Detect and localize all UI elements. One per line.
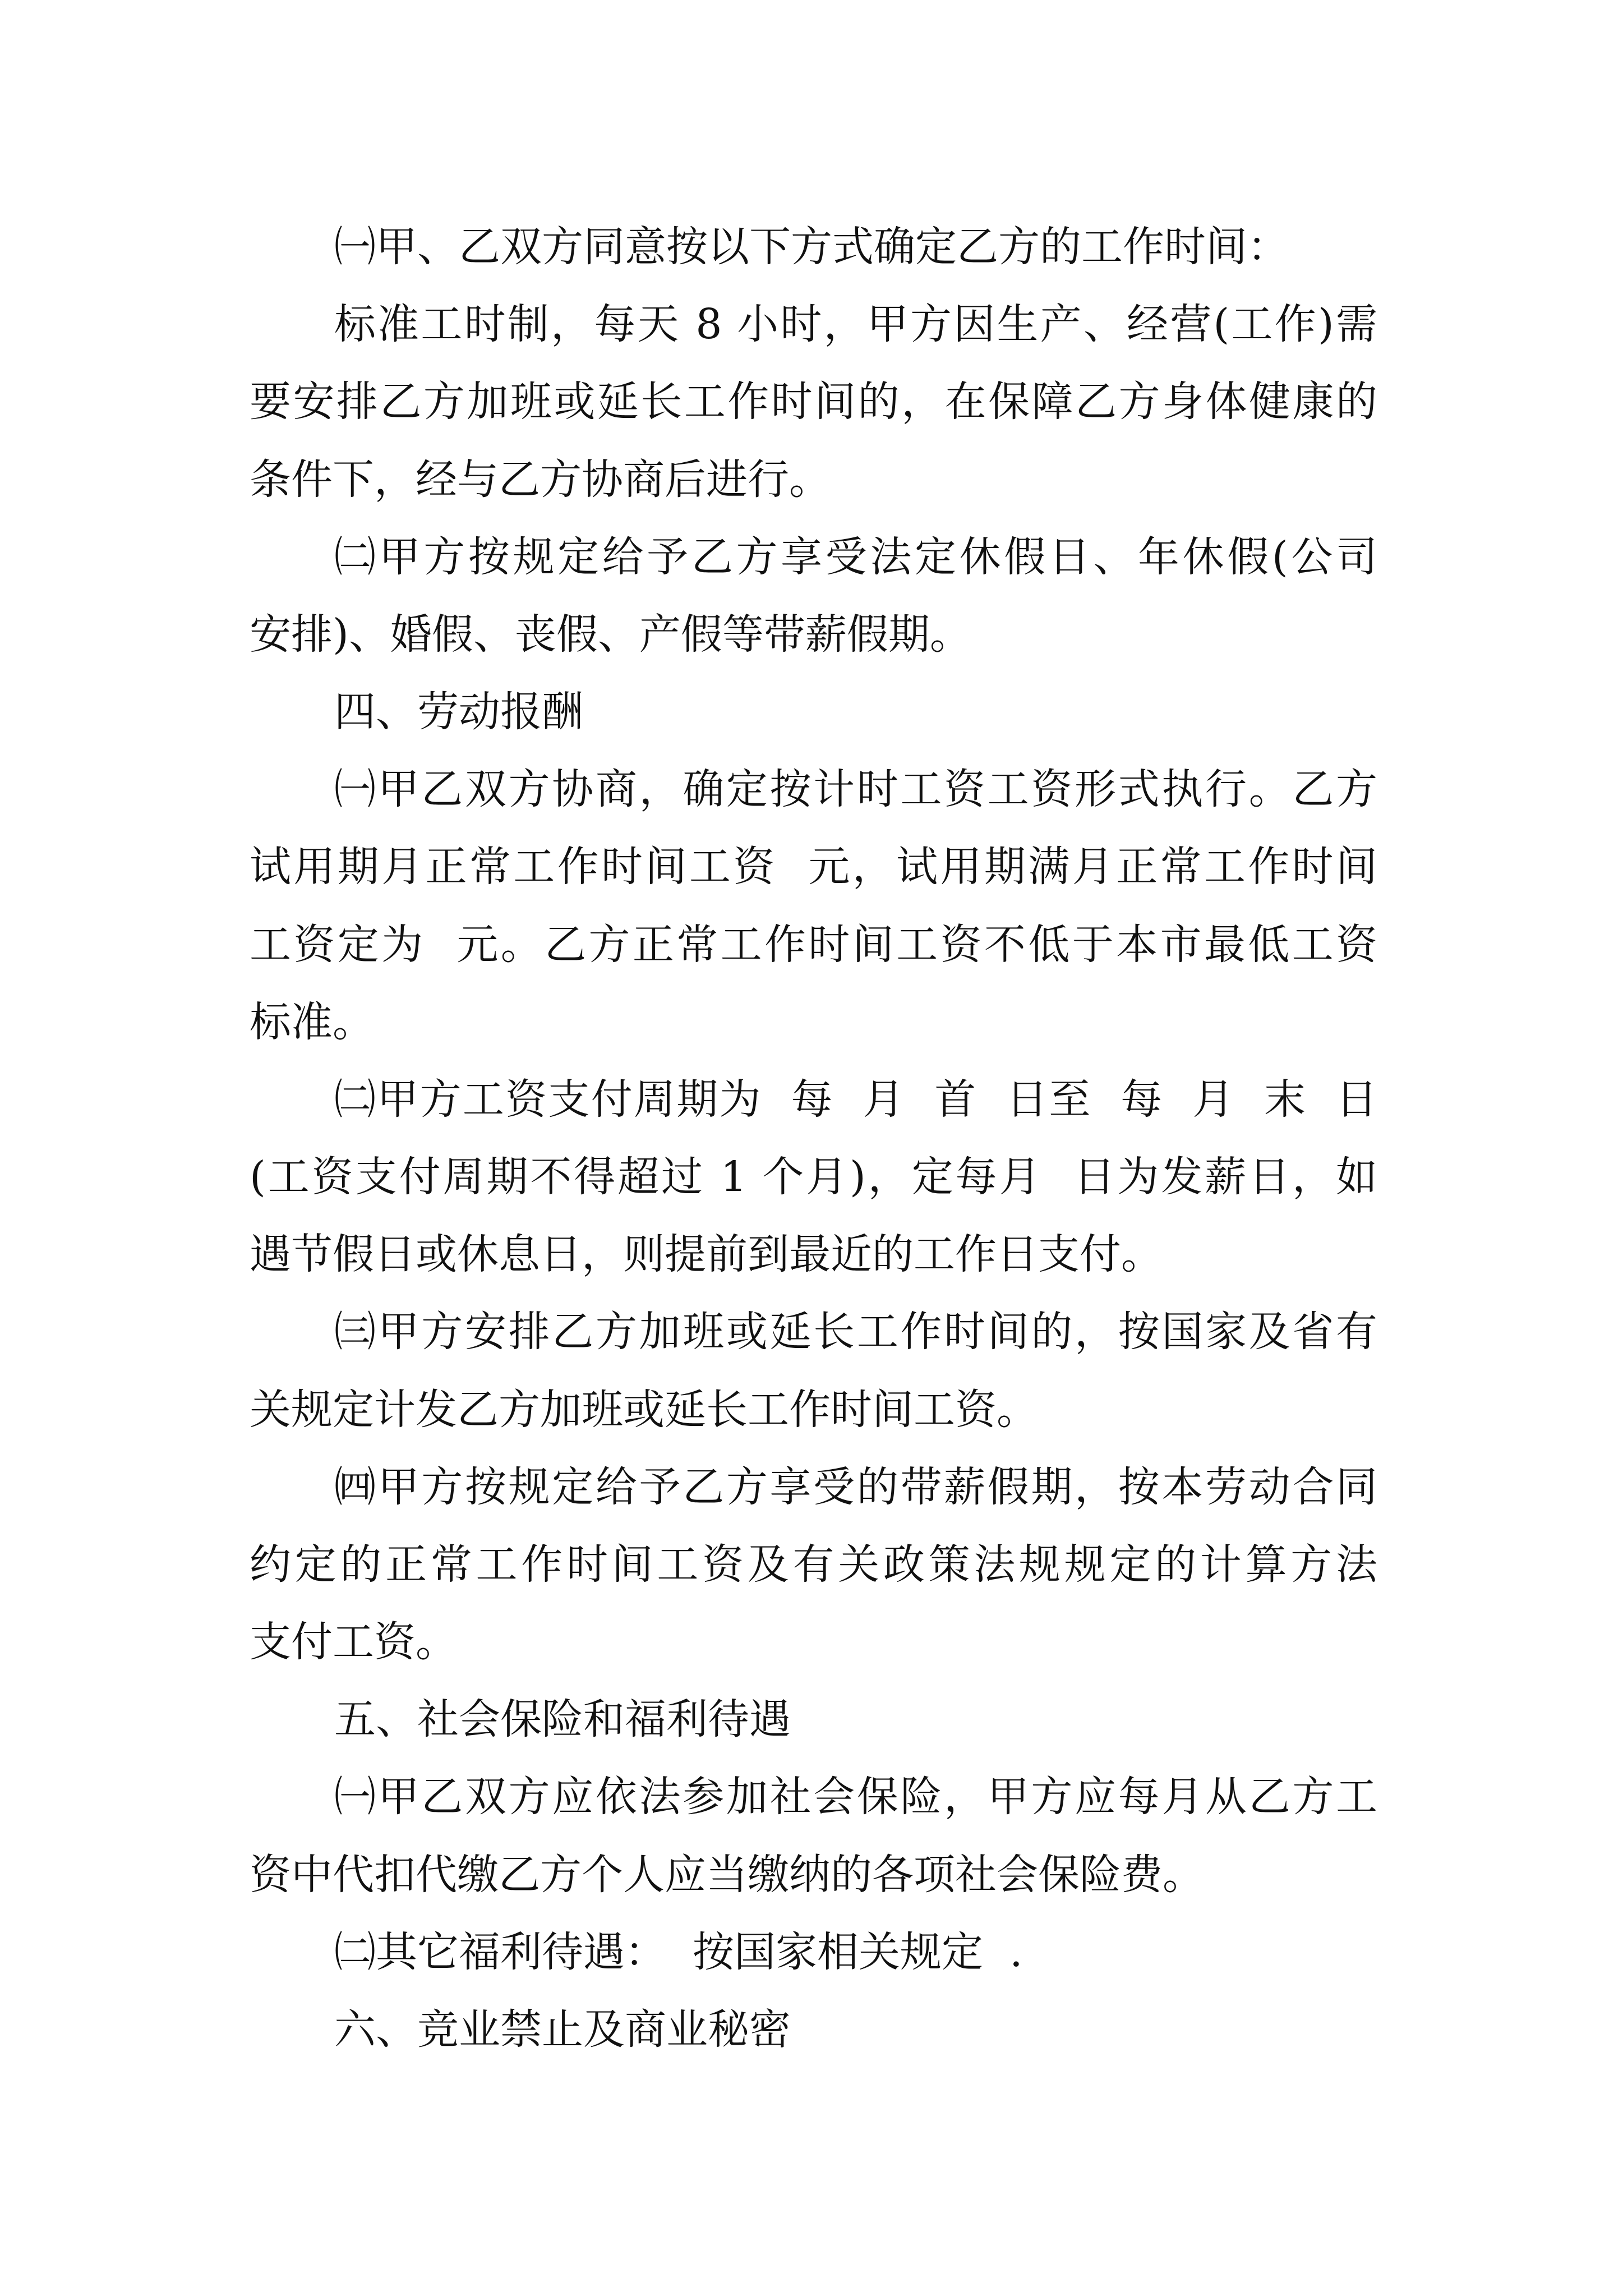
text-line: 安排)、婚假、丧假、产假等带薪假期。 <box>250 610 971 659</box>
text-line: 要安排乙方加班或延长工作时间的，在保障乙方身体健康的 <box>250 378 1377 426</box>
text-line: 条件下，经与乙方协商后进行。 <box>250 455 831 504</box>
text-line: 约定的正常工作时间工资及有关政策法规规定的计算方法 <box>250 1540 1377 1589</box>
text-line: 支付工资。 <box>250 1618 457 1666</box>
section-heading: 六、竞业禁止及商业秘密 <box>334 2005 791 2054</box>
text-line: 资中代扣代缴乙方个人应当缴纳的各项社会保险费。 <box>250 1851 1204 1899</box>
text-line: 工资定为 元。乙方正常工作时间工资不低于本市最低工资 <box>250 921 1377 969</box>
text-line: 试用期月正常工作时间工资 元，试用期满月正常工作时间 <box>250 843 1377 891</box>
text-line: 关规定计发乙方加班或延长工作时间工资。 <box>250 1386 1038 1434</box>
text-line: ㈣甲方按规定给予乙方享受的带薪假期，按本劳动合同 <box>334 1463 1377 1511</box>
text-line: 标准。 <box>250 998 374 1046</box>
text-line: 遇节假日或休息日，则提前到最近的工作日支付。 <box>250 1230 1163 1278</box>
text-line: ㈢甲方安排乙方加班或延长工作时间的，按国家及省有 <box>334 1308 1377 1356</box>
text-line: 标准工时制，每天 8 小时，甲方因生产、经营(工作)需 <box>334 300 1377 348</box>
text-line: ㈡甲方工资支付周期为 每 月 首 日至 每 月 末 日 <box>334 1075 1377 1124</box>
text-line: ㈠甲乙双方协商，确定按计时工资工资形式执行。乙方 <box>334 765 1377 813</box>
section-heading: 五、社会保险和福利待遇 <box>334 1695 791 1743</box>
text-line: ㈡其它福利待遇： 按国家相关规定 . <box>334 1928 1023 1976</box>
text-line: ㈠甲乙双方应依法参加社会保险，甲方应每月从乙方工 <box>334 1773 1377 1821</box>
section-heading: 四、劳动报酬 <box>334 688 583 736</box>
text-line: (工资支付周期不得超过 1 个月)，定每月 日为发薪日，如 <box>250 1153 1377 1201</box>
text-line: ㈡甲方按规定给予乙方享受法定休假日、年休假(公司 <box>334 533 1377 581</box>
text-line: ㈠甲、乙双方同意按以下方式确定乙方的工作时间： <box>334 223 1289 271</box>
